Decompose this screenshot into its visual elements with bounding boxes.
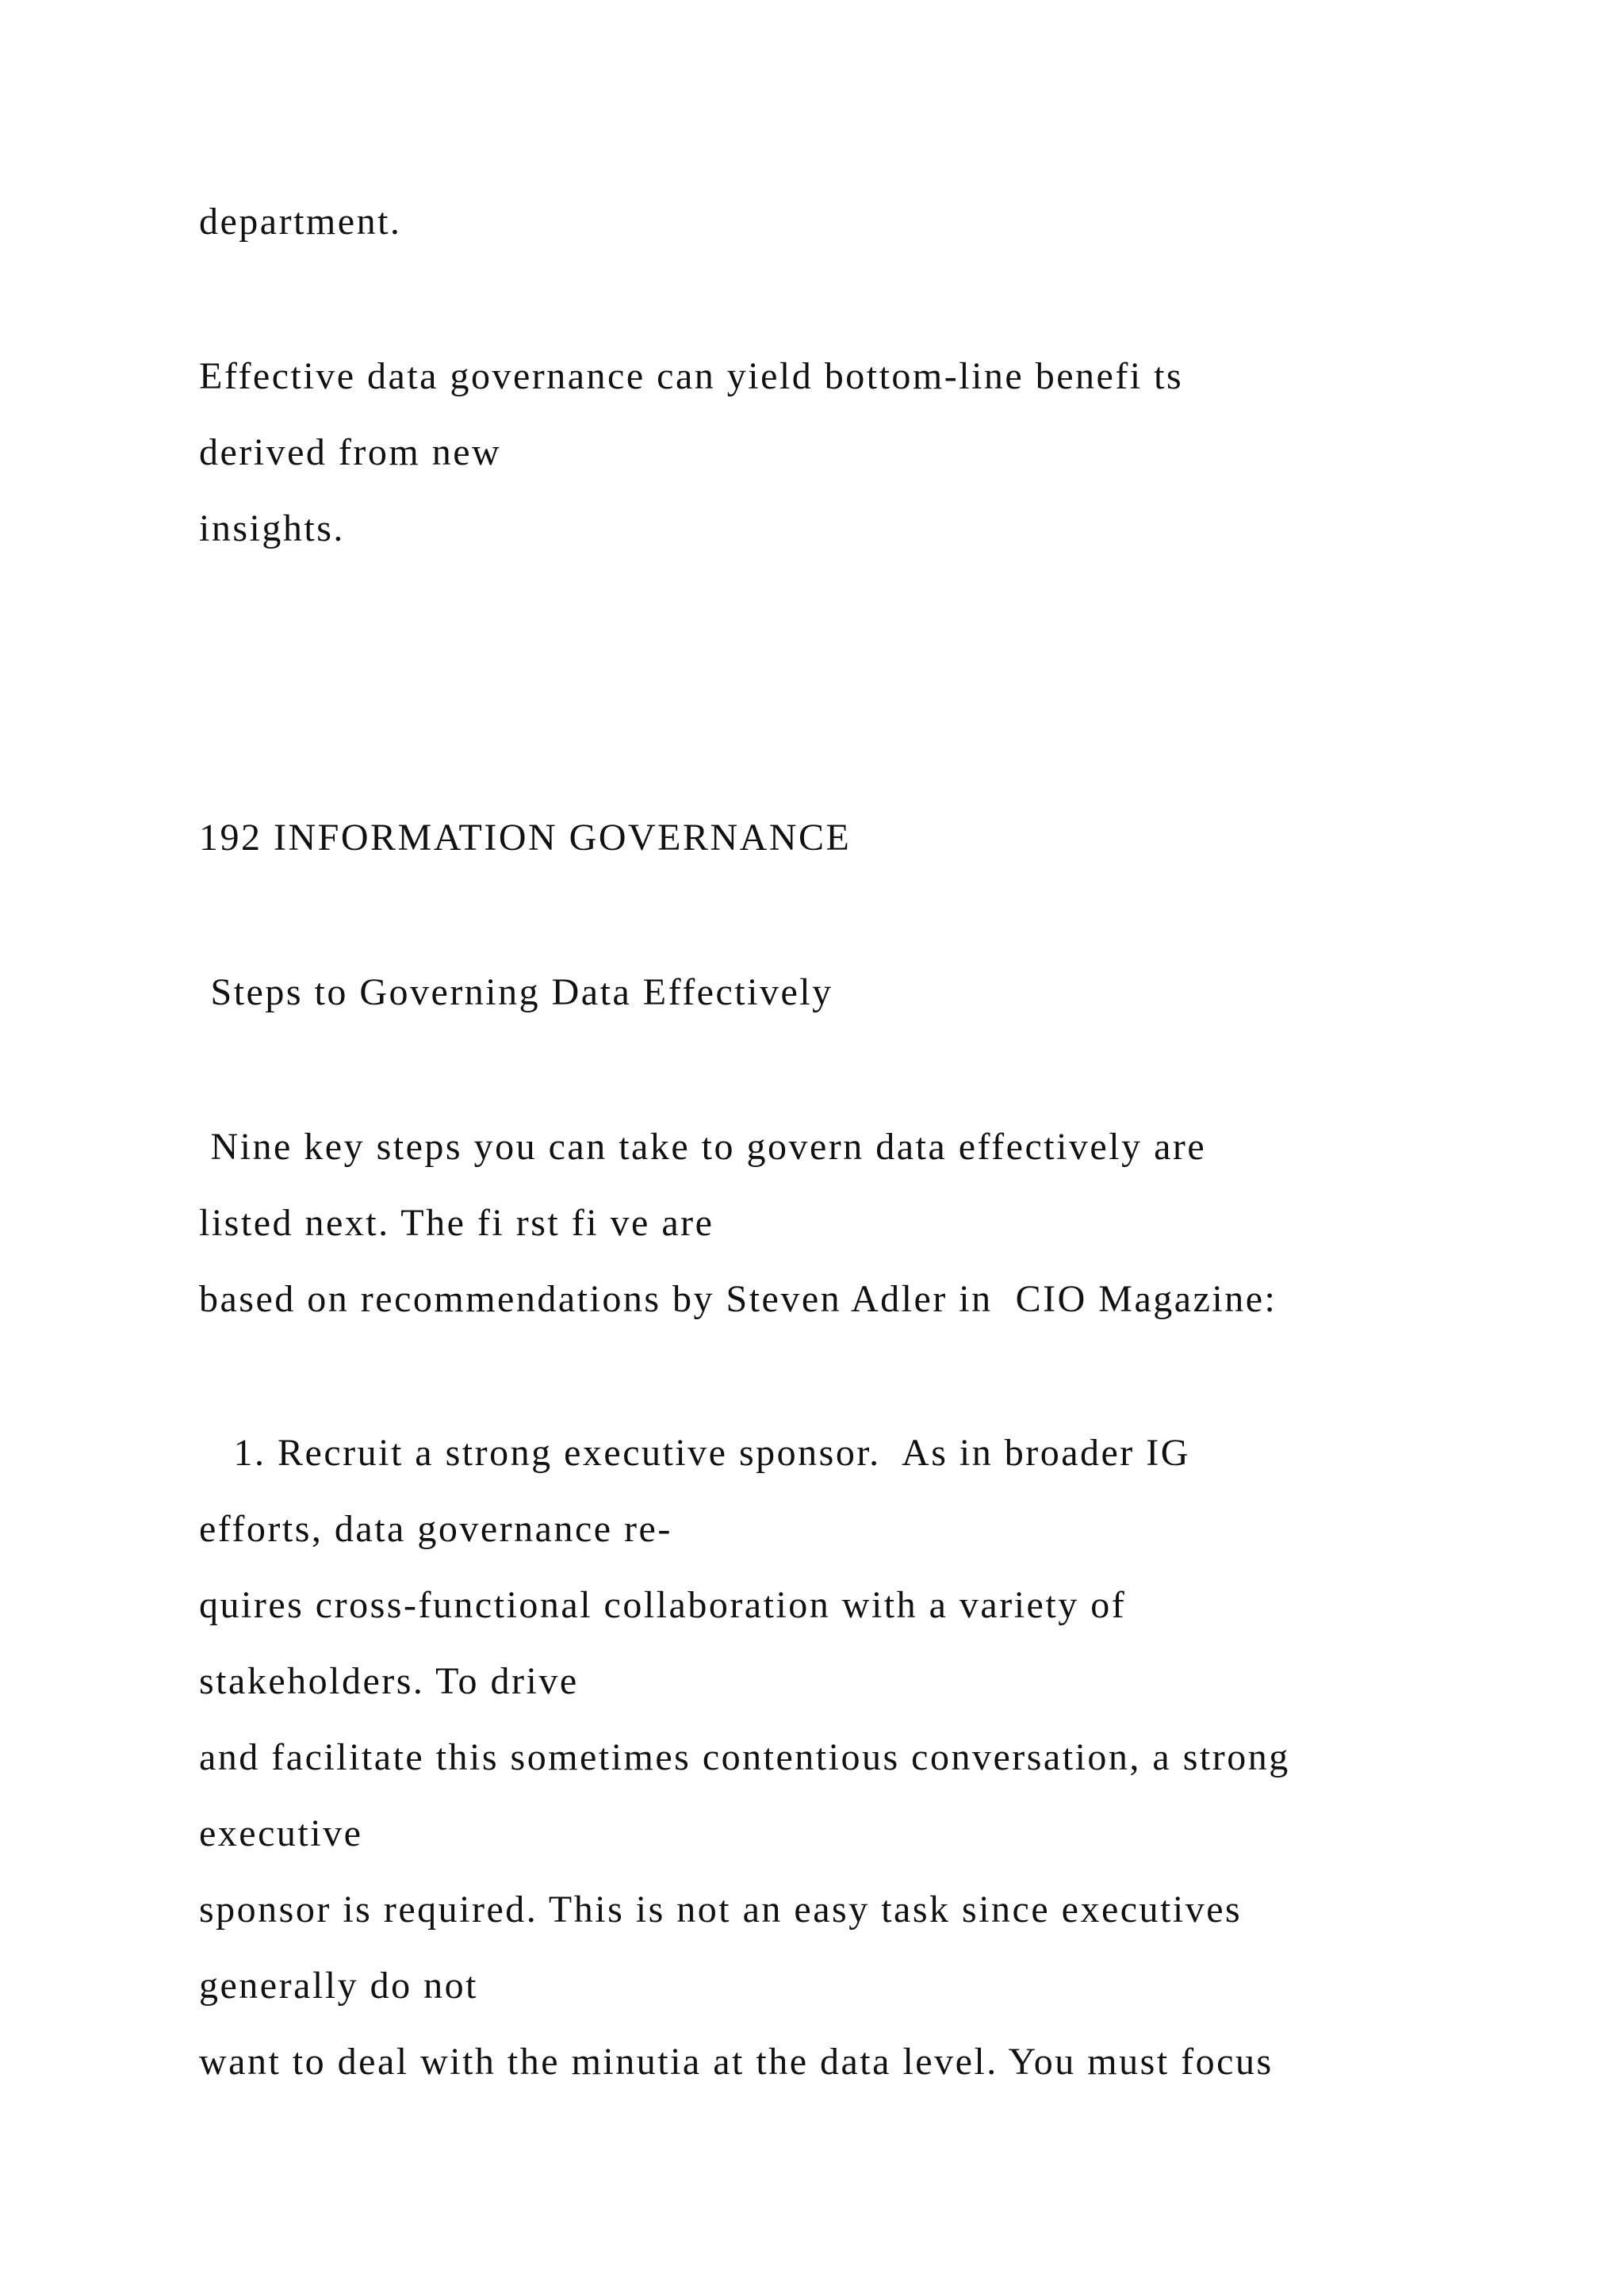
- text-line: derived from new: [199, 431, 502, 473]
- text-line: efforts, data governance re-: [199, 1508, 672, 1550]
- text-line: department.: [199, 201, 402, 243]
- running-header: 192 INFORMATION GOVERNANCE: [199, 817, 852, 859]
- list-item-text: 1. Recruit a strong executive sponsor. As in broader IG: [199, 1432, 1190, 1474]
- text-line: stakeholders. To drive: [199, 1660, 579, 1702]
- section-heading: Steps to Governing Data Effectively: [199, 971, 833, 1013]
- text-line: generally do not: [199, 1965, 478, 2007]
- text-line: sponsor is required. This is not an easy task since executives: [199, 1888, 1243, 1931]
- text-line: and facilitate this sometimes contentious conversation, a strong: [199, 1736, 1290, 1778]
- text-line: Effective data governance can yield bottom-line benefi ts: [199, 355, 1184, 397]
- text-line: executive: [199, 1812, 363, 1854]
- text-line: want to deal with the minutia at the data level. You must focus: [199, 2041, 1274, 2083]
- text-line: listed next. The fi rst fi ve are: [199, 1202, 714, 1244]
- text-line: Nine key steps you can take to govern data effectively are: [199, 1126, 1207, 1168]
- text-line: based on recommendations by Steven Adler in CIO Magazine:: [199, 1278, 1277, 1320]
- text-line: insights.: [199, 507, 345, 549]
- text-line: quires cross-functional collaboration with a variety of: [199, 1584, 1127, 1626]
